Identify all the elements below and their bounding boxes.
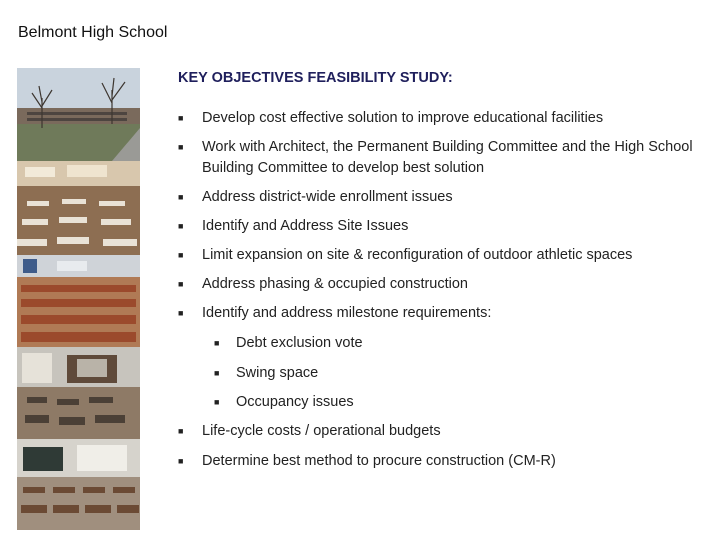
bullet-icon: ■ xyxy=(178,113,184,123)
list-item: ■ Limit expansion on site & reconfiguration of outdoor athletic spaces xyxy=(178,245,703,266)
list-item: ■ Determine best method to procure construction (CM-R) xyxy=(178,451,703,472)
list-item: ■ Life-cycle costs / operational budgets xyxy=(178,421,703,442)
list-item: ■ Address district-wide enrollment issues xyxy=(178,187,703,208)
list-item: ■ Identify and Address Site Issues xyxy=(178,216,703,237)
sub-list-item: ■ Debt exclusion vote xyxy=(214,333,694,354)
photo-cafeteria xyxy=(17,161,140,255)
page-title: Belmont High School xyxy=(18,24,168,41)
list-item: ■ Address phasing & occupied construction xyxy=(178,274,703,295)
photo-classroom-stage xyxy=(17,347,140,439)
section-title: KEY OBJECTIVES FEASIBILITY STUDY: xyxy=(178,70,453,86)
photo-auditorium xyxy=(17,255,140,347)
photo-building-exterior xyxy=(17,68,140,161)
photo-strip xyxy=(17,68,140,530)
list-item: ■ Develop cost effective solution to improve educational facilities xyxy=(178,108,703,129)
bullet-icon: ■ xyxy=(214,368,220,378)
bullet-icon: ■ xyxy=(178,456,184,466)
sub-list-item: ■ Swing space xyxy=(214,363,694,384)
sub-list-item: ■ Occupancy issues xyxy=(214,392,694,413)
list-item: ■ Work with Architect, the Permanent Building Committee and the High School Building Committee to develop best solution xyxy=(178,139,693,176)
bullet-icon: ■ xyxy=(178,426,184,436)
bullet-icon: ■ xyxy=(178,192,184,202)
bullet-icon: ■ xyxy=(214,338,220,348)
list-item: ■ Identify and address milestone requirements: xyxy=(178,303,703,324)
bullet-icon: ■ xyxy=(214,397,220,407)
bullet-icon: ■ xyxy=(178,221,184,231)
bullet-icon: ■ xyxy=(178,308,184,318)
bullet-icon: ■ xyxy=(178,142,184,152)
photo-classroom xyxy=(17,439,140,530)
bullet-icon: ■ xyxy=(178,279,184,289)
bullet-icon: ■ xyxy=(178,250,184,260)
